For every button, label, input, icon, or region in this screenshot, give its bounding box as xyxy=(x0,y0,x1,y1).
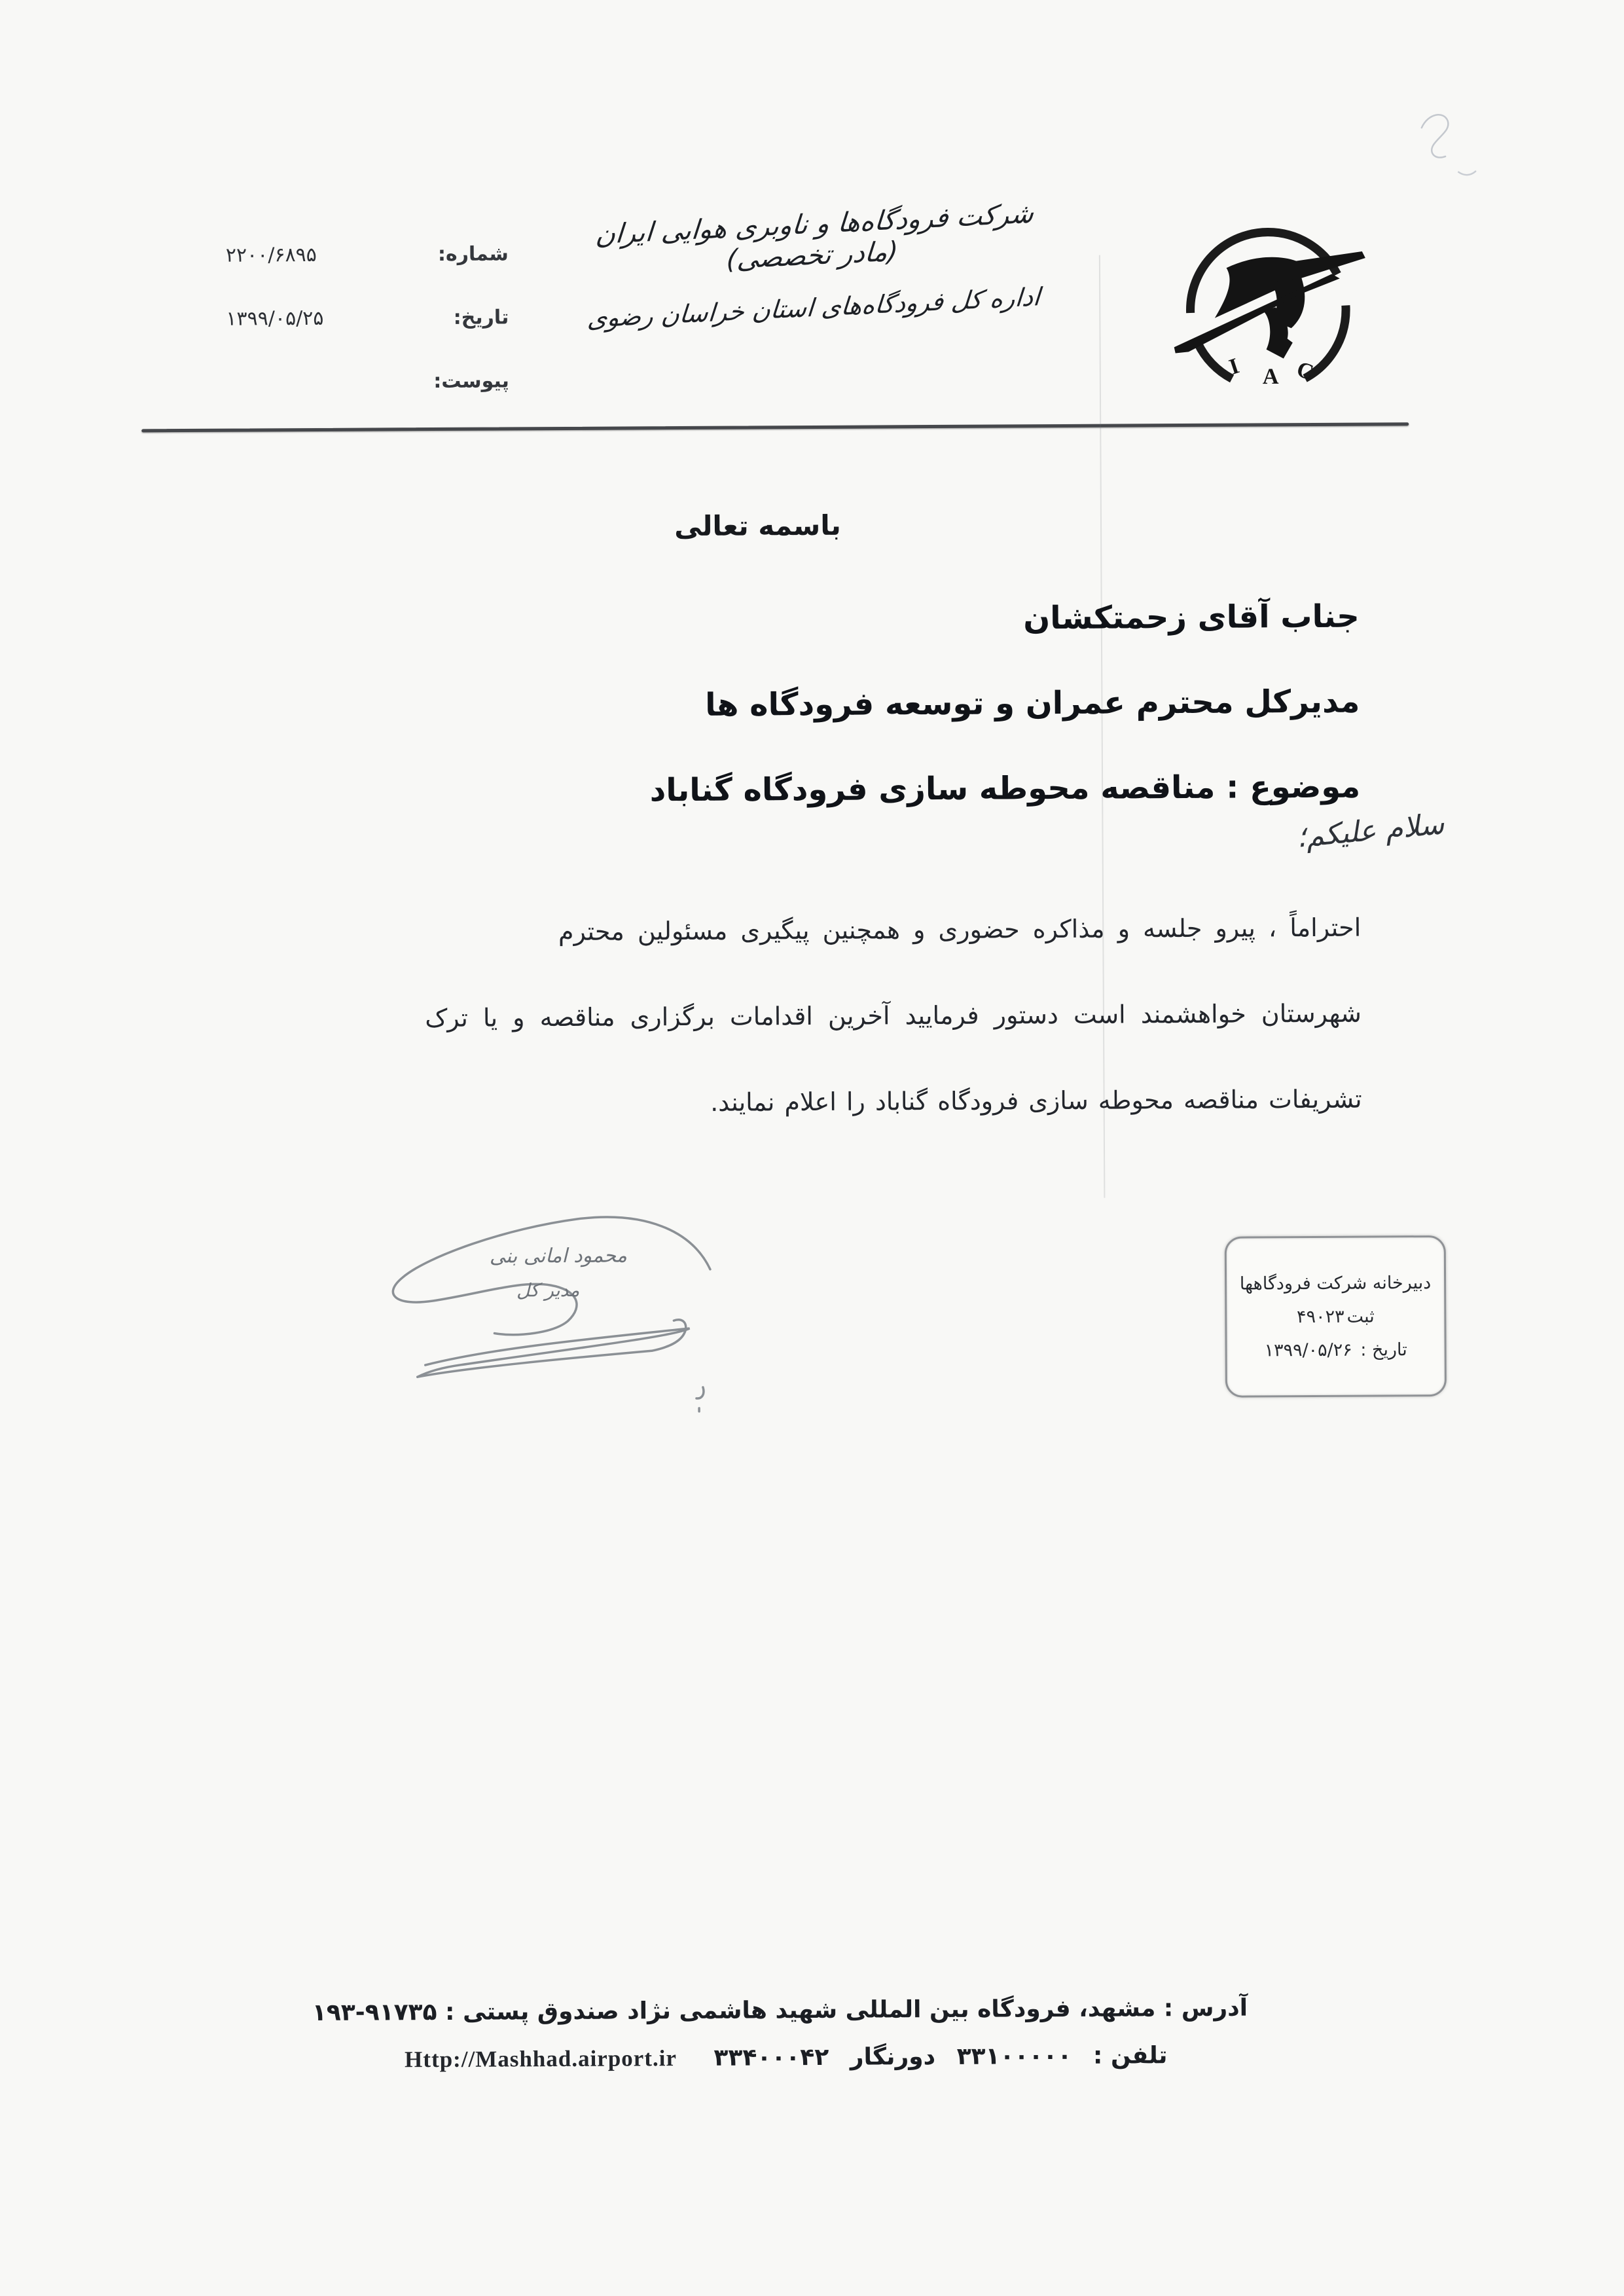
stamp-registry-number: ۴۹۰۲۳ xyxy=(1296,1306,1344,1327)
footer-contact xyxy=(0,2040,1601,2075)
stamp-registry xyxy=(1297,1306,1375,1327)
body-line-1: احتراماً ، پیرو جلسه و مذاکره حضوری و همچنین پیگیری مسئولین محترم xyxy=(558,913,1362,947)
footer-fax-number: ۳۳۴۰۰۰۴۲ xyxy=(713,2043,829,2071)
stamp-registry-label: ثبت xyxy=(1346,1306,1375,1327)
stamp-date-label: تاریخ : xyxy=(1360,1339,1407,1360)
handwritten-salutation: سلام علیکم؛ xyxy=(1295,807,1446,854)
signatory-title: مدیر کل xyxy=(516,1279,580,1302)
scan-specks xyxy=(1396,88,1527,219)
signatory-name: محمود امانی بنی xyxy=(489,1244,627,1268)
footer-address: آدرس : مشهد، فرودگاه بین المللی شهید هاشمی نژاد صندوق پستی : ۹۱۷۳۵-۱۹۳ xyxy=(312,1994,1248,2027)
letterhead-department-name: اداره کل فرودگاه‌های استان خراسان رضوی xyxy=(586,282,1041,333)
footer-phone-label: تلفن : xyxy=(1092,2042,1168,2069)
footer-phone-number: ۳۳۱۰۰۰۰۰ xyxy=(956,2042,1072,2070)
ref-attachment-row xyxy=(226,369,509,393)
signature-block xyxy=(361,1191,745,1444)
footer-website-url: Http://Mashhad.airport.ir xyxy=(405,2045,677,2073)
body-line-2: شهرستان خواهشمند است دستور فرمایید آخرین اقدامات برگزاری مناقصه و یا ترک xyxy=(425,998,1362,1033)
logo-letter-i: I xyxy=(1226,354,1242,380)
iac-logo-icon xyxy=(1166,211,1371,416)
reference-fields xyxy=(226,242,510,434)
basmala: باسمه تعالی xyxy=(674,509,841,543)
recipient-name: جناب آقای زحمتکشان xyxy=(1023,598,1360,637)
stamp-office: دبیرخانه شرکت فرودگاهها xyxy=(1239,1272,1432,1294)
ref-number-value: ۲۲۰۰/۶۸۹۵ xyxy=(225,243,317,267)
logo-letter-a: A xyxy=(1262,364,1279,390)
letterhead-company-name: شرکت فرودگاه‌ها و ناوبری هوایی ایران (مادر تخصصی) xyxy=(594,197,1035,276)
letter-body xyxy=(284,885,1362,1148)
recipient-title: مدیرکل محترم عمران و توسعه فرودگاه ها xyxy=(705,683,1360,723)
stamp-date-value: ۱۳۹۹/۰۵/۲۶ xyxy=(1264,1339,1352,1360)
ref-number-label: شماره: xyxy=(437,242,509,266)
recipient-block xyxy=(649,598,1361,858)
ref-date-row xyxy=(226,306,509,330)
ref-attachment-label: پیوست: xyxy=(433,369,509,393)
ref-date-value: ۱۳۹۹/۰۵/۲۵ xyxy=(226,306,324,331)
body-line-3: تشریفات مناقصه محوطه سازی فرودگاه گناباد را اعلام نمایند. xyxy=(710,1084,1362,1117)
logo-letter-c: C xyxy=(1293,357,1316,386)
letterhead xyxy=(571,197,1056,333)
footer-fax-label: دورنگار xyxy=(850,2043,936,2071)
stamp-date xyxy=(1264,1339,1407,1360)
subject-line: موضوع : مناقصه محوطه سازی فرودگاه گناباد xyxy=(649,768,1361,809)
ref-number-row xyxy=(226,242,509,266)
ref-date-label: تاریخ: xyxy=(453,306,509,329)
secretariat-stamp xyxy=(1225,1235,1447,1398)
